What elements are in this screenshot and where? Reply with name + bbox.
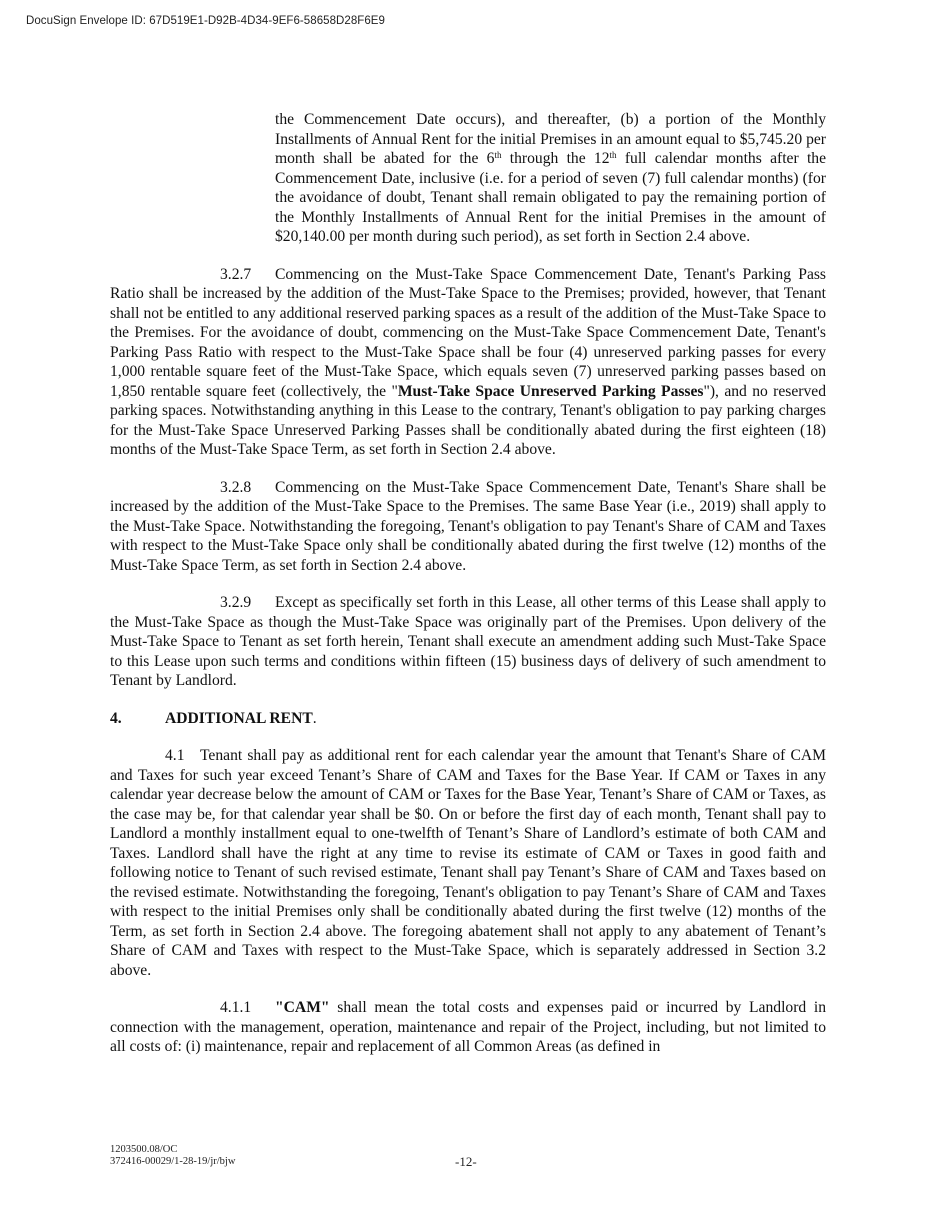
section-3-2-9 xyxy=(110,593,826,691)
defined-term: CAM xyxy=(283,999,321,1016)
section-4-heading xyxy=(110,709,826,729)
section-3-2-7 xyxy=(110,265,826,460)
footer-doc-number: 1203500.08/OC xyxy=(110,1144,178,1155)
footer-doc-ref: 372416-00029/1-28-19/jr/bjw xyxy=(110,1156,236,1167)
section-text: Except as specifically set forth in this Lease, all other terms of this Lease shall apply to the Must-Take Space as though the Must-Take Space was originally part of the Premises. Upon delivery of the Must-Take Space to Tenant as set forth herein, Tenant shall execute an amendment adding such Must-Take Space to this Lease upon such terms and conditions within fifteen (15) business days of delivery of such amendment to Tenant by Landlord. xyxy=(110,594,826,689)
section-number: 4.1.1 xyxy=(220,999,252,1016)
paragraph-continuation xyxy=(275,110,826,247)
section-text: shall mean the total costs and expenses paid or incurred by Landlord in connection with the management, operation, maintenance and repair of the Project, including, but not limited to all costs of: (i) maintenance, repair and replacement of all Common Areas (as defined in xyxy=(110,999,826,1055)
section-text: Tenant shall pay as additional rent for each calendar year the amount that Tenant's Share of CAM and Taxes for such year exceed Tenant’s Share of CAM and Taxes for the Base Year. If CAM or Taxes in any calendar year decrease below the amount of CAM or Taxes for the Base Year, Tenant’s Share of CAM or Taxes, as the case may be, for that calendar year shall be $0. On or before the first day of each month, Tenant shall pay to Landlord a monthly installment equal to one-twelfth of Tenant’s Share of Landlord’s estimate of both CAM and Taxes. Landlord shall have the right at any time to revise its estimate of CAM or Taxes in good faith and following notice to Tenant of such revised estimate, Tenant shall pay Tenant’s Share of CAM and Taxes based on the revised estimate. Notwithstanding the foregoing, Tenant's obligation to pay Tenant’s Share of CAM and Taxes with respect to the initial Premises only shall be conditionally abated during the first twelve (12) months of the Term, as set forth in Section 2.4 above. The foregoing abatement shall not apply to any abatement of Tenant’s Share of CAM and Taxes with respect to the Must-Take Space, which is separately addressed in Section 3.2 above. xyxy=(110,747,826,979)
section-number: 3.2.8 xyxy=(220,478,252,496)
section-3-2-8 xyxy=(110,478,826,576)
continuation-text-2: through the 12 xyxy=(501,150,610,167)
heading-number: 4. xyxy=(110,709,122,727)
section-text: Commencing on the Must-Take Space Commencement Date, Tenant's Parking Pass Ratio shall be increased by the addition of the Must-Take Space to the Premises; provided, however, that Tenant shall not be entitled to any additional reserved parking spaces as a result of the addition of the Must-Take Space to the Premises. For the avoidance of doubt, commencing on the Must-Take Space Commencement Date, Tenant's Parking Pass Ratio with respect to the Must-Take Space shall be four (4) unreserved parking passes for every 1,000 rentable square feet of the Must-Take Space, which equals seven (7) unreserved parking passes based on 1,850 rentable square feet (collectively, the " xyxy=(110,265,826,400)
section-number: 3.2.9 xyxy=(220,594,252,611)
continuation-text-3: full calendar months after the Commencement Date, inclusive (i.e. for a period of seven (7) full calendar months) (for the avoidance of doubt, Tenant shall remain obligated to pay the remaining portion of the Monthly Installments of Annual Rent for the initial Premises in the amount of $20,140.00 per month during such period), as set forth in Section 2.4 above. xyxy=(275,150,826,245)
heading-title: ADDITIONAL RENT xyxy=(165,709,313,727)
footer-doc-ids xyxy=(110,1144,235,1168)
section-4-1-1 xyxy=(110,998,826,1057)
ordinal-suffix: th xyxy=(494,150,502,160)
ordinal-suffix: th xyxy=(609,150,617,160)
page-number: -12- xyxy=(455,1154,477,1169)
quote-open: " xyxy=(275,999,284,1016)
docusign-envelope-id: DocuSign Envelope ID: 67D519E1-D92B-4D34-9EF6-58658D28F6E9 xyxy=(26,15,385,27)
defined-term: Must-Take Space Unreserved Parking Passes xyxy=(397,382,704,400)
section-4-1 xyxy=(110,746,826,980)
quote-close: " xyxy=(320,999,330,1016)
continuation-text-1: the Commencement Date occurs), and thereafter, (b) a portion of the Monthly Installments of Annual Rent for the initial Premises in an amount equal to $5,745.20 per month shall be abated for the 6 xyxy=(275,111,826,167)
document-page xyxy=(110,110,826,1057)
section-text: Commencing on the Must-Take Space Commencement Date, Tenant's Share shall be increased by the addition of the Must-Take Space to the Premises. The same Base Year (i.e., 2019) shall apply to the Must-Take Space. Notwithstanding the foregoing, Tenant's obligation to pay Tenant's Share of CAM and Taxes with respect to the Must-Take Space only shall be conditionally abated during the first twelve (12) months of the Must-Take Space Term, as set forth in Section 2.4 above. xyxy=(110,478,826,574)
section-number: 3.2.7 xyxy=(220,265,252,283)
section-text: "), and no reserved parking spaces. Notwithstanding anything in this Lease to the contrary, Tenant's obligation to pay parking charges for the Must-Take Space Unreserved Parking Passes shall be conditionally abated during the first eighteen (18) months of the Must-Take Space Term, as set forth in Section 2.4 above. xyxy=(110,382,826,458)
heading-period: . xyxy=(312,709,317,727)
section-number: 4.1 xyxy=(165,747,185,764)
